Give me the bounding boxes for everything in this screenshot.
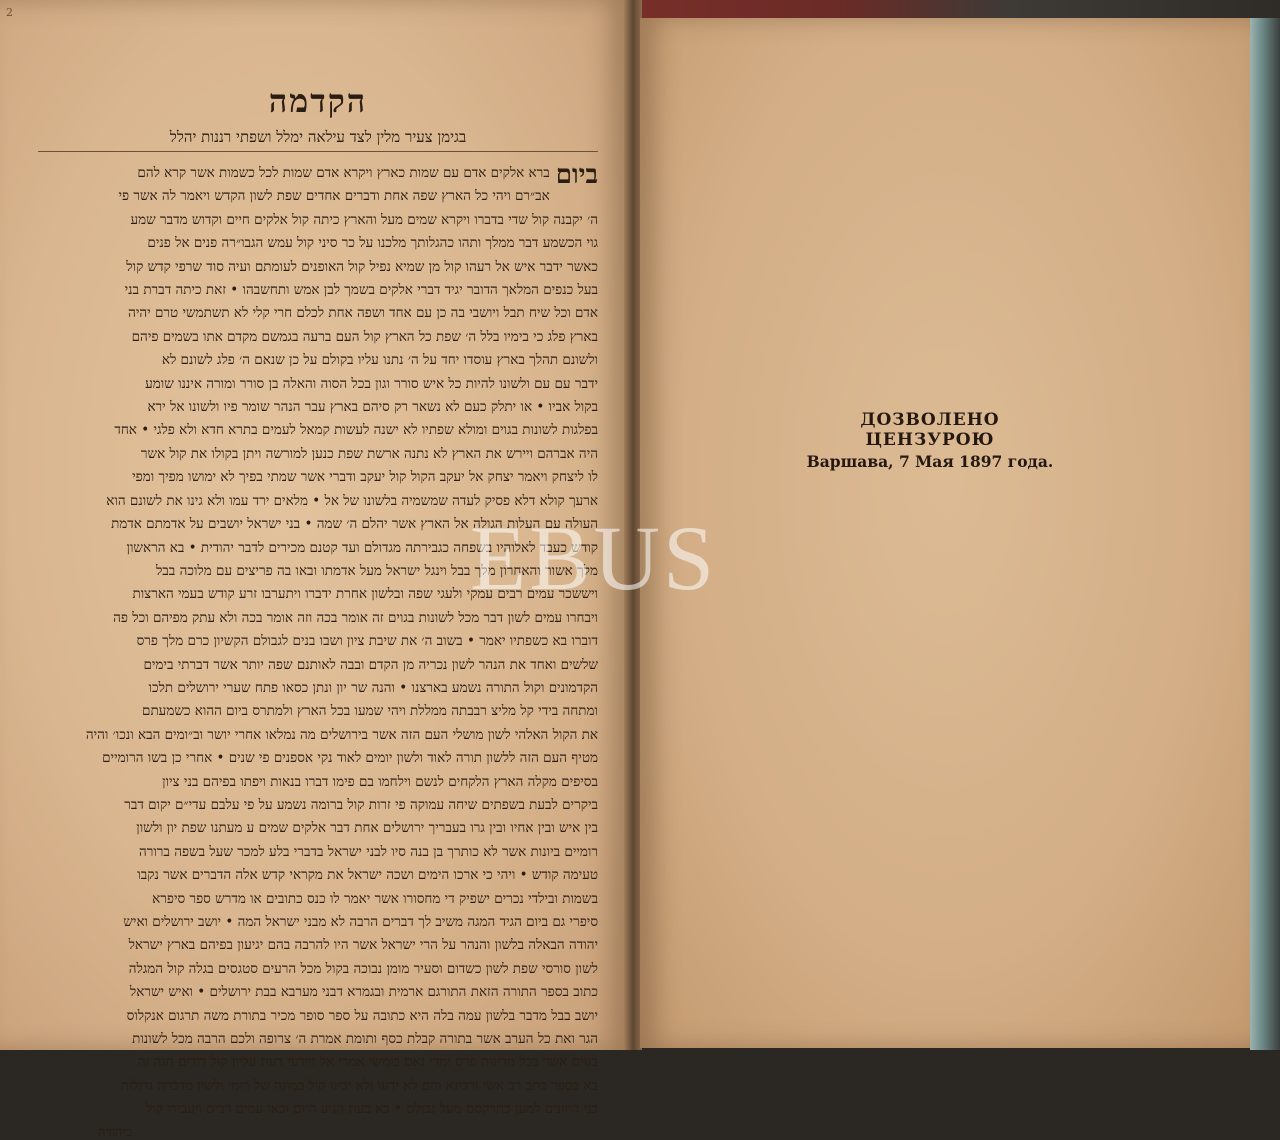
text-line: בארץ פלג כי בימיו בלל ה׳ שפת כל הארץ קול העם ברעה בגמשם מקדם אתו בשמים פיהם — [131, 328, 598, 345]
censor-title: ДОЗВОЛЕНО ЦЕНЗУРОЮ — [860, 410, 1000, 450]
text-line: ארעך קולא דלא פסיק לעדה שמשמיה בלשונו של אל • מלאים ירד עמו ולא גינו את לשונם הוא — [106, 492, 598, 509]
text-line: כאשר ידבר איש אל רעהו קול מן שמיא נפיל קול האופנים לעומתם ועיה סוד שרפי קדש קול — [126, 258, 598, 275]
text-line: ה׳ יקבנה קול שדי בדברו ויקרא שמים מעל והארץ כיתה קול אלקים חיים וקדוש מדבר שמע — [130, 211, 598, 228]
text-line: את הקול האלהי לשון מושלי העם הזה אשר בירושלים מה נמלאו אחרי יושר וב״ומים הבא ונכו׳ והיה — [85, 726, 598, 743]
text-line: בעל כנפים המלאך הדובר יגיד דברי אלקים בשמך לבן אמש ותחשבהו • זאת כיתה דברת בני — [124, 282, 598, 299]
page-mark: 2 — [6, 6, 13, 19]
text-line: ביקרים לבעת בשפתים שיחה עמוקה פי זרות קול ברומה נשמע על פי עלבם עדי״ם יקום דבר — [124, 796, 598, 813]
text-line: בין איש ובין אחיו ובין גרו בעבריך ירושלים אחת דבר אלקים שמים ע מעתנו שפת יון ולשון — [136, 820, 598, 837]
text-line: ולשונם תהלך בארץ עוסדו יחד על ה׳ נתנו עליו בקולם על כן שנאם ה׳ פלג לשונם לא — [161, 352, 598, 369]
text-line: היה אברהם ויירש את הארץ לא נתנה ארשת שפת כנען למורשה ויתן בקולו את קול אשר — [140, 445, 598, 462]
text-line: יושב בבל מדבר בלשון עמה בלה היא כתובה על ספר סופר מכיר בתורת משה תרגום אנקלוס — [126, 1007, 598, 1024]
text-line: אדם וכל שיח תבל ויושבי בה כן עם אחד ושפה אחת לכלם חרי קלי לא תשתמשי טרם יהיה — [128, 305, 598, 322]
text-line: ומתחה בידי קל מליצ רבבתה ממללת ויהי שמעו בכל הארץ ולמתרס ביום ההוא כשמעתם — [142, 703, 598, 720]
censor-place-date: Варшава, 7 Мая 1897 года. — [806, 452, 1054, 471]
text-line: קודש כעבד לאלוהיו בשפחה כגבירתה מגדולם ועד קטנם מכירים לדבר יהודית • בא הראשון — [126, 539, 598, 556]
text-line: גוי הכשמע דבר ממלך ותהו כהגלותך מלכנו על כר סיני קול עמש הגבו״רה פנים אל פנים — [147, 235, 598, 252]
text-line: הגר ואת כל הערב אשר בתורה קבלת כסף ותומת אמרת ה׳ צרופה ולכם הרבה מכל לשונות — [132, 1031, 598, 1048]
text-line: לו ליצחק ויאמר יצחק אל יעקב הקול קול יעקב ודברי אשר שמתי בפיך לא ימושו מפיך ומפי — [132, 469, 598, 486]
right-page — [640, 18, 1250, 1048]
text-line: בא בספר כתב רב אשי ורבינא והם לא ידעו ולא יבינו קול כמונה של רומי ולשון מדברת גדולות — [120, 1077, 598, 1094]
text-line: מטיף העם הזה ללשון תורה לאוד ולשון יומים לאוד נקי אספנים פי שנים • אחרי כן בשו הרומיים — [102, 750, 598, 767]
cover-edge — [1250, 18, 1280, 1050]
text-line: העולה עם העלות הגולה אל הארץ אשר יהלם ה׳ שמה • בני ישראל יושבים על אדמתם אדמת — [111, 516, 598, 533]
page-heading: הקדמה — [268, 82, 368, 120]
text-line: שלשים ואחד את הנהר לשון נכריה מן הקדם ובבה לאותנם שפה יותר אשר דברתי בימים — [143, 656, 598, 673]
text-line: לשון סורסי שפת לשון כשדום וסעיר מומן נבוכה בקול מכל הרעים סטגסים בגלה קול המגלה — [128, 960, 598, 977]
watermark: EBUS — [470, 507, 718, 609]
text-line: בקול אביו • או יתלק כעם לא נשאר רק סיהם בארץ עבר הנהר שומר פיו ולשונו אל ירא — [147, 399, 598, 416]
text-line: ברא אלקים אדם עם שמות כארץ ויקרא אדם שמות לכל כשמות אשר קרא להם — [137, 165, 550, 181]
censorship-approval — [800, 410, 1060, 471]
text-line: רומיים ביונות אשר לא כותרך בן בנה סיו לבני ישראל בדברי בלע למכר שעל בשפה ברורה — [138, 843, 598, 860]
text-line: אב״רם ויהי כל הארץ שפה אחת ודברים אחדים שפת לשון הקדש ויאמר לה אשר פי — [118, 188, 550, 205]
text-line: יהודה הבאלה בלשון והנהר על הרי ישראל אשר היו להרבה בהם יגיעון בפיהם בארץ ישראל — [128, 937, 598, 954]
text-line: ויבחרו עמים לשון דבר מכל לשונות בגוים זה אומר בכה וזה אומר בכה ולא עתק מפיהם וכל פה — [113, 609, 598, 626]
text-line: בסיפים מקלה הארץ הלקחים לנשם וילחמו בם פימו דברו בנאות ויפתו בפיהם בני ציון — [162, 773, 598, 790]
body-text — [38, 162, 598, 1122]
text-line: ידבר עם עם ולשונו להיות כל איש סורר וגון בכל הסוה והאלה בן סורר ומורה איננו שומע — [145, 375, 598, 392]
text-line: ויששכר עמים רבים עמקי ולעגי שפה ובלשון אחרת ידברו ויתערבו זרע קודש בעמי הארצות — [132, 586, 598, 603]
text-line: הקדמונים וקול התורה נשמע בארצנו • והנה שר יון ונתן כסאו פתח שערי ירושלים תלכו — [148, 679, 598, 696]
text-line: בני היוונים למען כתרקסם מעל גבולם • בא בעת הגיע היום ובאו עמים רבים ויעבירו קול — [145, 1101, 598, 1118]
text-line: כתוב בספר התורה הזאת התורגם ארמית ובגמרא דבני מערבא בבת ירושלים • ואיש ישראל — [129, 984, 598, 1001]
text-line: דוברו בא כשפתיו יאמר • בשוב ה׳ את שיבת ציון ושבו בנים לגבולם הקשיון כרם מלך פרס — [136, 633, 598, 650]
text-line: טעימה קודש • ויהי כי ארכו הימים ושכה ישראל את מקראי קדש אלה הדברים אשר נקבו — [137, 867, 598, 884]
initial-word: ביום — [555, 160, 598, 190]
page-subheading: בגימן צעיר מלין לצד עילאה ימלל ושפתי רננות יהלל — [38, 128, 598, 152]
text-line: בשמות ובילדי נכרים ישפיק די מחסורו אשר יאמר לו כנס כתובים או מדרש ספר סיפרא — [152, 890, 598, 907]
text-line: מלך אשור והאחרון מלך בבל וינגל ישראל מעל אדמתו ובאו בה פריצים עם מלוכה בבל — [155, 562, 598, 579]
text-line: סיפרי גם ביום הגיד המגה משיב לך דברים הרבה לא מבני ישראל המה • יושב ירושלים ואיש — [123, 914, 598, 930]
text-line: בפלגות לשונות בגוים ומולא שפתיו לא ישנה לעשות קמאל לעמים בתרא חדא ולא פלגי • אחד — [114, 422, 598, 439]
text-line: בגוים אשר בכל מדינות פרס ומדי נאם בומשי אמרי אל ויודעי דעת עליון קול דודים הנה זה — [137, 1054, 598, 1071]
catchword: ביהודה — [98, 1124, 133, 1140]
